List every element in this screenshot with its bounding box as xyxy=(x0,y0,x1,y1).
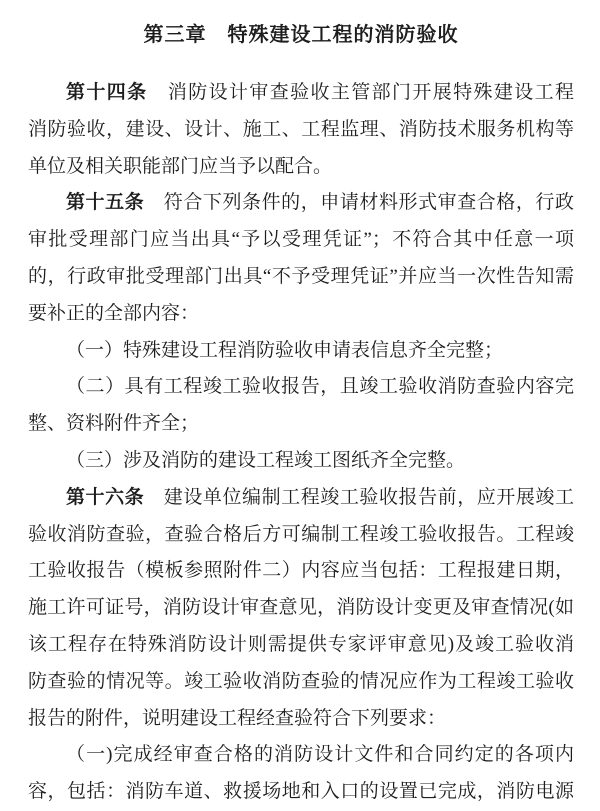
line-text: 消防设计审查验收主管部门开展特殊建设工程 xyxy=(147,82,574,103)
article-number: 第十四条 xyxy=(66,82,148,103)
paragraph-line: 容，包括：消防车道、救援场地和入口的设置已完成，消防电源 xyxy=(28,781,574,803)
list-item-line: （一)完成经审查合格的消防设计文件和合同约定的各项内 xyxy=(66,744,574,766)
paragraph-line: 防查验的情况等。竣工验收消防查验的情况应作为工程竣工验收 xyxy=(28,670,574,692)
paragraph-line xyxy=(28,75,574,112)
paragraph-line: 的，行政审批受理部门出具“不予受理凭证”并应当一次性告知需 xyxy=(28,265,574,287)
paragraph-line: 该工程存在特殊消防设计则需提供专家评审意见)及竣工验收消 xyxy=(28,633,574,655)
paragraph-line: 施工许可证号，消防设计审查意见，消防设计变更及审查情况(如 xyxy=(28,597,574,619)
paragraph-line: 单位及相关职能部门应当予以配合。 xyxy=(28,155,333,177)
paragraph-line xyxy=(28,185,574,222)
line-text: 建设单位编制工程竣工验收报告前，应开展竣工 xyxy=(144,486,574,508)
paragraph-line: 审批受理部门应当出具“予以受理凭证”；不符合其中任意一项 xyxy=(28,229,574,251)
line-text: 符合下列条件的，申请材料形式审查合格，行政 xyxy=(144,192,574,214)
list-item-line: 整、资料附件齐全； xyxy=(28,413,200,435)
paragraph-line: 消防验收，建设、设计、施工、工程监理、消防技术服务机构等 xyxy=(28,118,574,140)
paragraph-line: 要补正的全部内容： xyxy=(28,302,200,324)
article-number: 第十六条 xyxy=(66,486,145,508)
list-item-line: （三）涉及消防的建设工程竣工图纸齐全完整。 xyxy=(66,449,466,471)
paragraph-line: 工验收报告（模板参照附件二）内容应当包括：工程报建日期， xyxy=(28,560,574,582)
paragraph-line: 报告的附件，说明建设工程经查验符合下列要求： xyxy=(28,707,447,729)
list-item-line: （一）特殊建设工程消防验收申请表信息齐全完整； xyxy=(66,339,504,361)
chapter-title: 第三章 特殊建设工程的消防验收 xyxy=(143,24,459,46)
paragraph-line: 验收消防查验，查验合格后方可编制工程竣工验收报告。工程竣 xyxy=(28,523,574,545)
article-number: 第十五条 xyxy=(66,192,145,214)
list-item-line: （二）具有工程竣工验收报告，且竣工验收消防查验内容完 xyxy=(66,376,574,398)
paragraph-line xyxy=(28,480,574,517)
